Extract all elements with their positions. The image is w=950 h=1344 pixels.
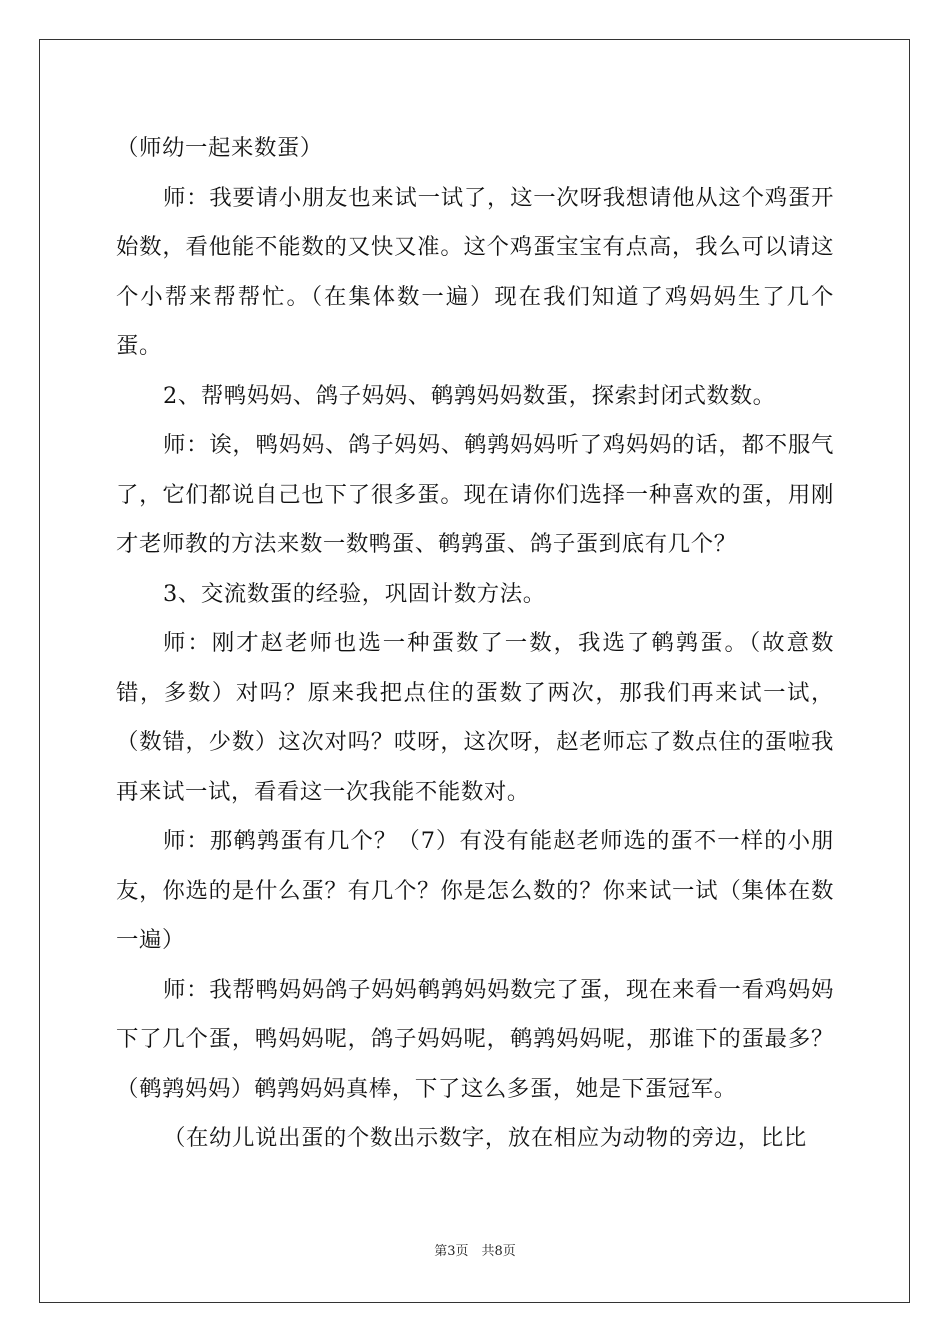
- page-number-footer: 第3页 共8页: [434, 1244, 516, 1259]
- paragraph: 师：刚才赵老师也选一种蛋数了一数，我选了鹌鹑蛋。（故意数错，多数）对吗？原来我把点住的蛋数了两次，那我们再来试一试，（数错，少数）这次对吗？哎呀，这次呀，赵老师忘了数点住的蛋啦我再来试一试，看看这一次我能不能数对。: [116, 630, 834, 805]
- paragraph: （在幼儿说出蛋的个数出示数字，放在相应为动物的旁边，比比: [163, 1125, 807, 1151]
- paragraph: （师幼一起来数蛋）: [116, 135, 323, 161]
- paragraph: 师：那鹌鹑蛋有几个？（7）有没有能赵老师选的蛋不一样的小朋友，你选的是什么蛋？有几个？你是怎么数的？你来试一试（集体在数一遍）: [116, 828, 834, 953]
- paragraph: 师：诶，鸭妈妈、鸽子妈妈、鹌鹑妈妈听了鸡妈妈的话，都不服气了，它们都说自己也下了很多蛋。现在请你们选择一种喜欢的蛋，用刚才老师教的方法来数一数鸭蛋、鹌鹑蛋、鸽子蛋到底有几个？: [116, 432, 834, 557]
- paragraph: 师：我帮鸭妈妈鸽子妈妈鹌鹑妈妈数完了蛋，现在来看一看鸡妈妈下了几个蛋，鸭妈妈呢，鸽子妈妈呢，鹌鹑妈妈呢，那谁下的蛋最多？（鹌鹑妈妈）鹌鹑妈妈真棒，下了这么多蛋，她是下蛋冠军。: [116, 976, 834, 1102]
- document-body: [116, 124, 834, 1164]
- paragraph: 3、交流数蛋的经验，巩固计数方法。: [163, 580, 546, 607]
- paragraph: 师：我要请小朋友也来试一试了，这一次呀我想请他从这个鸡蛋开始数，看他能不能数的又快又准。这个鸡蛋宝宝有点高，我么可以请这个小帮来帮帮忙。（在集体数一遍）现在我们知道了鸡妈妈生了几个蛋。: [116, 184, 834, 359]
- paragraph: 2、帮鸭妈妈、鸽子妈妈、鹌鹑妈妈数蛋，探索封闭式数数。: [163, 382, 776, 409]
